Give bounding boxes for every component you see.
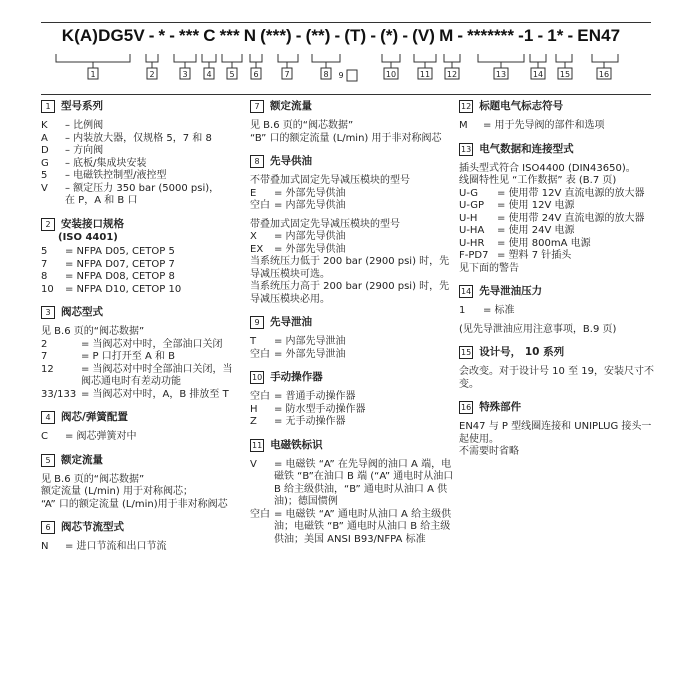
code-part: *** bbox=[219, 26, 240, 45]
spec-row: 当系统压力低于 200 bar (2900 psi) 时，先导减压模块可选。 bbox=[250, 256, 450, 280]
section-number: 3 bbox=[41, 306, 55, 319]
section-15 bbox=[459, 346, 659, 391]
spec-row: “A” 口的额定流量 (L/min)用于非对称阀芯 bbox=[41, 498, 228, 510]
spec-row: 5 = NFPA D05, CETOP 5 bbox=[41, 246, 175, 257]
bracket-line bbox=[530, 54, 546, 68]
code-part: - bbox=[169, 26, 176, 45]
section-title: 电磁铁标识 bbox=[270, 438, 323, 451]
spec-row: N = 进口节流和出口节流 bbox=[41, 541, 167, 552]
code-part: -1 bbox=[518, 26, 534, 45]
box-number: 10 bbox=[385, 70, 397, 79]
section-11 bbox=[250, 439, 455, 547]
section-number: 12 bbox=[461, 102, 472, 111]
box-number: 7 bbox=[284, 70, 290, 79]
spec-row: 见 B.6 页的“阀芯数据” bbox=[41, 326, 145, 337]
spec-row: H = 防水型手动操作器 bbox=[250, 403, 366, 415]
column-2 bbox=[250, 100, 455, 556]
spec-row: 空白 = 普通手动操作器 bbox=[250, 391, 356, 402]
section-title: 标题电气标志符号 bbox=[479, 100, 564, 113]
section-1 bbox=[41, 100, 241, 208]
code-part: - bbox=[295, 26, 302, 45]
section-number: 11 bbox=[252, 440, 263, 450]
code-part: - bbox=[148, 26, 155, 45]
section-number: 1 bbox=[41, 100, 55, 113]
bracket-line bbox=[250, 54, 262, 68]
code-part: *** bbox=[179, 26, 200, 45]
section-number: 10 bbox=[252, 373, 263, 382]
code-brackets bbox=[0, 0, 686, 95]
spec-row: C = 阀芯弹簧对中 bbox=[41, 431, 137, 442]
spec-row: Z = 无手动操作器 bbox=[250, 416, 346, 427]
section-number: 4 bbox=[41, 411, 55, 424]
code-part: 1* bbox=[547, 26, 564, 45]
code-part: N bbox=[243, 26, 257, 45]
section-heading bbox=[41, 100, 241, 113]
section-5 bbox=[41, 454, 241, 512]
code-part: - bbox=[537, 26, 544, 45]
section-13 bbox=[459, 143, 659, 276]
box-number: 3 bbox=[182, 70, 188, 79]
section-9 bbox=[250, 316, 455, 361]
bracket-line bbox=[478, 54, 524, 68]
section-subtitle: (ISO 4401) bbox=[58, 231, 118, 243]
box-number: 15 bbox=[559, 70, 571, 79]
section-number: 6 bbox=[41, 521, 55, 534]
section-12 bbox=[459, 100, 659, 133]
section-title: 阀芯/弹簧配置 bbox=[61, 411, 128, 424]
spec-row: D – 方向阀 bbox=[41, 145, 104, 156]
section-heading bbox=[459, 143, 659, 156]
spec-row: 会改变。对于设计号 10 至 19，安装尺寸不变。 bbox=[459, 366, 654, 390]
section-heading bbox=[41, 306, 241, 319]
section-title: 先导泄油 bbox=[270, 316, 312, 329]
column-1 bbox=[41, 100, 241, 564]
box-number: 16 bbox=[598, 70, 610, 79]
spec-row: 12 = 当阀芯对中时全部油口关闭，当阀芯通电时有差动功能 bbox=[41, 363, 233, 387]
spec-row: G – 底板/集成块安装 bbox=[41, 157, 147, 169]
section-title: 设计号， 10 系列 bbox=[479, 346, 565, 359]
bracket-line bbox=[146, 54, 158, 68]
code-part: C bbox=[203, 26, 216, 45]
section-title: 额定流量 bbox=[270, 100, 312, 113]
code-part: (*) bbox=[380, 26, 399, 45]
code-part: (**) bbox=[305, 26, 331, 45]
section-heading bbox=[459, 285, 659, 298]
bracket-line bbox=[278, 54, 298, 68]
section-7 bbox=[250, 100, 455, 145]
section-title: 型号系列 bbox=[61, 100, 103, 113]
section-number: 13 bbox=[461, 144, 472, 154]
spec-row: E = 外部先导供油 bbox=[250, 187, 346, 199]
spec-row: A – 内装放大器，仅规格 5，7 和 8 bbox=[41, 132, 212, 144]
spec-row: 插头型式符合 ISO4400 (DIN43650)。 bbox=[459, 162, 636, 174]
box-number: 2 bbox=[149, 70, 155, 79]
spec-row: 带叠加式固定先导减压模块的型号 bbox=[250, 218, 400, 230]
section-number: 14 bbox=[461, 287, 472, 296]
spec-row: (见先导泄油应用注意事项，B.9 页) bbox=[459, 323, 617, 335]
spec-row: 空白 = 内部先导供油 bbox=[250, 200, 346, 211]
code-part: * bbox=[158, 26, 166, 45]
section-14 bbox=[459, 285, 659, 336]
section-6 bbox=[41, 521, 241, 554]
section-title: 额定流量 bbox=[61, 453, 103, 466]
box-number: 12 bbox=[446, 70, 458, 79]
spec-row: “B” 口的额定流量 (L/min) 用于非对称阀芯 bbox=[250, 132, 442, 144]
code-part: ******* bbox=[467, 26, 515, 45]
spec-row: 空白 = 外部先导泄油 bbox=[250, 348, 346, 360]
section-title: 特殊部件 bbox=[479, 401, 522, 414]
section-title: 先导泄油压力 bbox=[479, 285, 543, 298]
section-heading bbox=[41, 411, 241, 424]
section-10 bbox=[250, 371, 455, 429]
spec-row: 不带叠加式固定先导减压模块的型号 bbox=[250, 175, 410, 186]
bracket-line bbox=[202, 54, 216, 68]
spec-row: 在 P，A 和 B 口 bbox=[65, 195, 138, 206]
bracket-line bbox=[556, 54, 572, 68]
spec-row: 线圈特性见 “工作数据” 表 (B.7 页) bbox=[459, 175, 617, 186]
code-part: (V) bbox=[412, 26, 436, 45]
spec-row: U-HA = 使用 24V 电源 bbox=[459, 225, 575, 236]
code-part: (***) bbox=[260, 26, 292, 45]
code-part: - bbox=[334, 26, 341, 45]
code-part: - bbox=[402, 26, 409, 45]
spec-row: 33/133 = 当阀芯对中时，A，B 排放至 T bbox=[41, 388, 229, 400]
spec-row: 7 = NFPA D07, CETOP 7 bbox=[41, 258, 175, 270]
spec-row: EX = 外部先导供油 bbox=[250, 243, 346, 255]
section-number: 2 bbox=[41, 218, 55, 231]
section-heading bbox=[459, 401, 659, 414]
bracket-line bbox=[222, 54, 242, 68]
spec-row: U-HR = 使用 800mA 电源 bbox=[459, 237, 591, 249]
spec-row: M = 用于先导阀的部件和选项 bbox=[459, 120, 605, 131]
spec-row: U-GP = 使用 12V 电源 bbox=[459, 200, 575, 211]
column-3 bbox=[459, 100, 659, 469]
section-title: 安装接口规格 bbox=[61, 217, 124, 230]
section-number: 15 bbox=[461, 348, 472, 357]
spec-row: 见 B.6 页的“阀芯数据” bbox=[250, 120, 354, 131]
section-number: 5 bbox=[41, 454, 55, 467]
spec-row: F-PD7 = 塑料 7 针插头 bbox=[459, 250, 572, 261]
spec-row: X = 内部先导供油 bbox=[250, 231, 346, 242]
section-3 bbox=[41, 306, 241, 401]
section-number: 9 bbox=[250, 316, 264, 329]
spec-row: U-G = 使用带 12V 直流电源的放大器 bbox=[459, 187, 645, 199]
spec-row: K – 比例阀 bbox=[41, 120, 104, 131]
spec-row: 5 – 电磁铁控制型/液控型 bbox=[41, 170, 167, 181]
spec-row: 当系统压力高于 200 bar (2900 psi) 时，先导减压模块必用。 bbox=[250, 281, 450, 305]
section-title: 先导供油 bbox=[270, 155, 312, 168]
section-4 bbox=[41, 411, 241, 444]
section-number: 7 bbox=[250, 100, 264, 113]
section-heading bbox=[250, 155, 455, 168]
code-part: - bbox=[370, 26, 377, 45]
section-16 bbox=[459, 401, 659, 459]
box-number: 9 bbox=[338, 71, 344, 80]
section-number: 16 bbox=[461, 403, 472, 412]
spec-row: V = 电磁铁 “A” 在先导阀的油口 A 端，电磁铁 “B”在油口 B 端 (“A” 通电时从油口 B 给主级供油，“B” 通电时从油口 A 供油)；德国惯例 bbox=[250, 458, 454, 507]
section-heading bbox=[459, 100, 659, 113]
code-part: M bbox=[439, 26, 454, 45]
bracket-line bbox=[444, 54, 460, 68]
section-title: 阀芯型式 bbox=[61, 306, 103, 319]
spec-row: 7 = P 口打开至 A 和 B bbox=[41, 351, 176, 362]
section-heading bbox=[250, 316, 455, 329]
box-number: 6 bbox=[253, 70, 259, 79]
bracket-line bbox=[56, 54, 130, 68]
box-number: 1 bbox=[90, 70, 96, 79]
spec-row: V – 额定压力 350 bar (5000 psi)， bbox=[41, 182, 220, 194]
box-number: 11 bbox=[419, 70, 431, 79]
code-part: K(A)DG5V bbox=[61, 26, 145, 45]
spec-row: 2 = 当阀芯对中时，全部油口关闭 bbox=[41, 338, 223, 350]
section-heading bbox=[250, 371, 455, 384]
spec-row: 1 = 标准 bbox=[459, 305, 515, 316]
spec-row: 见下面的警告 bbox=[459, 262, 519, 274]
spec-row: 8 = NFPA D08, CETOP 8 bbox=[41, 271, 175, 282]
section-heading bbox=[459, 346, 659, 359]
section-heading bbox=[41, 521, 241, 534]
number-box bbox=[347, 70, 357, 81]
section-title: 手动操作器 bbox=[270, 371, 323, 384]
box-number: 4 bbox=[206, 70, 212, 79]
section-8 bbox=[250, 155, 455, 306]
box-number: 14 bbox=[532, 70, 544, 79]
section-heading bbox=[250, 100, 455, 113]
section-2 bbox=[41, 218, 241, 297]
bracket-line bbox=[382, 54, 400, 68]
spec-row: T = 内部先导泄油 bbox=[250, 336, 346, 347]
spec-row: 不需要时省略 bbox=[459, 446, 519, 457]
section-title: 阀芯节流型式 bbox=[61, 521, 124, 534]
spec-row: EN47 与 P 型线圈连接和 UNIPLUG 接头一起使用。 bbox=[459, 421, 652, 445]
section-title: 电气数据和连接型式 bbox=[479, 142, 574, 155]
spec-row: 见 B.6 页的“阀芯数据” bbox=[41, 473, 145, 485]
spec-row: 额定流量 (L/min) 用于对称阀芯； bbox=[41, 486, 193, 497]
code-part: (T) bbox=[344, 26, 367, 45]
code-part: EN47 bbox=[577, 26, 621, 45]
bracket-line bbox=[312, 54, 340, 68]
box-number: 13 bbox=[495, 70, 507, 79]
box-number: 5 bbox=[229, 70, 235, 79]
bracket-line bbox=[174, 54, 196, 68]
bracket-line bbox=[592, 54, 618, 68]
spec-row: 10 = NFPA D10, CETOP 10 bbox=[41, 283, 182, 295]
section-heading bbox=[41, 218, 241, 231]
code-part: - bbox=[457, 26, 464, 45]
section-number: 8 bbox=[250, 155, 264, 168]
code-part: - bbox=[567, 26, 574, 45]
section-heading bbox=[250, 439, 455, 452]
spec-row: U-H = 使用带 24V 直流电源的放大器 bbox=[459, 212, 645, 224]
box-number: 8 bbox=[323, 70, 329, 79]
bracket-line bbox=[414, 54, 436, 68]
spec-row: 空白 = 电磁铁 “A” 通电时从油口 A 给主级供油；电磁铁 “B” 通电时从油口 B 给主级供油；美国 ANSI B93/NFPA 标准 bbox=[250, 508, 452, 545]
section-heading bbox=[41, 454, 241, 467]
